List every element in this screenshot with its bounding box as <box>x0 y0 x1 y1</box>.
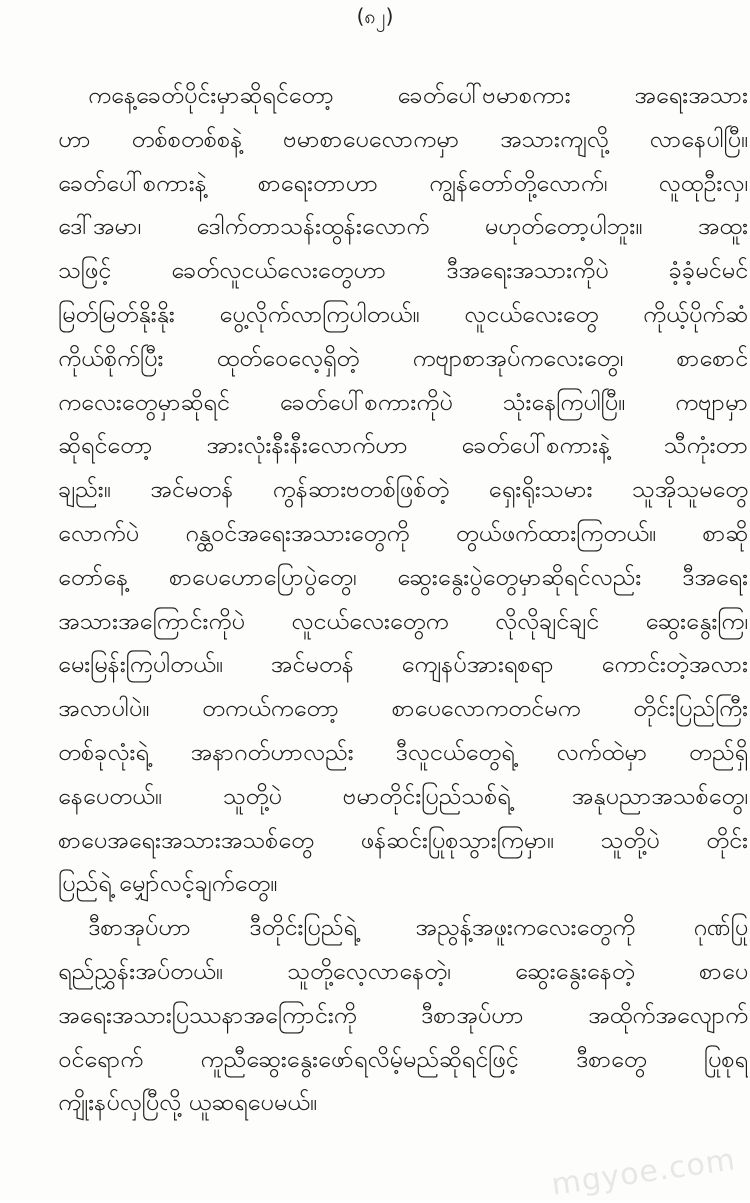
text-line: ဆိုရင်တော့ အားလုံးနီးနီးလောက်ဟာ ခေတ်ပေါ်စကားနဲ့ သီကုံးတာ <box>58 431 748 460</box>
page-number: (၈၂) <box>356 4 394 28</box>
text-line: ရည်ညွှန်းအပ်တယ်။ သူတို့လေ့လာနေတဲ့၊ ဆွေးနွေးနေတဲ့ စာပေ <box>58 956 748 985</box>
paragraph-2 <box>58 906 748 1125</box>
text-line: မေးမြန်းကြပါတယ်။ အင်မတန် ကျေနပ်အားရစရာ ကောင်းတဲ့အလား <box>58 650 748 679</box>
text-line: လောက်ပဲ ဂန္ထဝင်အရေးအသားတွေကို တွယ်ဖက်ထားကြတယ်။ စာဆို <box>58 518 748 547</box>
paragraph-1 <box>58 74 748 906</box>
text-line: သဖြင့် ခေတ်လူငယ်လေးတွေဟာ ဒီအရေးအသားကိုပဲ ခံ့ခံ့မင်မင် <box>58 256 748 285</box>
text-line: ကနေ့ခေတ်ပိုင်းမှာဆိုရင်တော့ ခေတ်ပေါ်ဗမာစကား အရေးအသား <box>88 81 748 109</box>
text-line: တော်နေ့ စာပေဟောပြောပွဲတွေ၊ ဆွေးနွေးပွဲတွေမှာဆိုရင်လည်း ဒီအရေး <box>58 562 748 591</box>
text-line: စာပေအရေးအသားအသစ်တွေ ဖန်ဆင်းပြုစုသွားကြမှာ။ သူတို့ပဲ တိုင်း <box>58 825 748 854</box>
text-line: တစ်ခုလုံးရဲ့ အနာဂတ်ဟာလည်း ဒီလူငယ်တွေရဲ့ လက်ထဲမှာ တည်ရှိ <box>58 737 748 766</box>
text-line: ချည်း။ အင်မတန် ကွန်ဆားဗတစ်ဖြစ်တဲ့ ရှေးရိုးသမား သူအိုသူမတွေ <box>58 475 748 504</box>
body-text <box>58 74 748 1125</box>
text-line: ဟာ တစ်စတစ်စနဲ့ ဗမာစာပေလောကမှာ အသားကျလို့ လာနေပါပြီ။ <box>58 124 748 153</box>
text-line: ကျိုးနပ်လှပြီလို့ ယူဆရပေမယ်။ <box>58 1088 318 1117</box>
site-watermark: mgyoe.com <box>548 1142 738 1203</box>
text-line: မြတ်မြတ်နိုးနိုး ပွေ့လိုက်လာကြပါတယ်။ လူငယ်လေးတွေ ကိုယ့်ပိုက်ဆံ <box>58 299 748 328</box>
text-line: ဝင်ရောက် ကူညီဆွေးနွေးဖော်ရလိမ့်မည်ဆိုရင်ဖြင့် ဒီစာတွေ ပြုစုရ <box>58 1044 748 1073</box>
text-line: အလာပါပဲ။ တကယ်ကတော့ စာပေလောကတင်မက တိုင်းပြည်ကြီး <box>58 694 748 723</box>
text-line: ဒီစာအုပ်ဟာ ဒီတိုင်းပြည်ရဲ့ အညွန့်အဖူးကလေးတွေကို ဂုဏ်ပြု <box>88 913 748 942</box>
text-line: အသားအကြောင်းကိုပဲ လူငယ်လေးတွေက လိုလိုချင်ချင် ဆွေးနွေးကြ၊ <box>58 606 748 635</box>
text-line: ခေတ်ပေါ်စကားနဲ့ စာရေးတာဟာ ကျွန်တော်တို့လောက်၊ လူထုဦးလှ၊ <box>58 168 748 197</box>
text-line: ဒေါ်အမာ၊ ဒေါက်တာသန်းထွန်းလောက် မဟုတ်တော့ပါဘူး။ အထူး <box>58 212 748 241</box>
text-line: နေပေတယ်။ သူတို့ပဲ ဗမာတိုင်းပြည်သစ်ရဲ့ အနုပညာအသစ်တွေ၊ <box>58 781 748 810</box>
text-line: ကလေးတွေမှာဆိုရင် ခေတ်ပေါ်စကားကိုပဲ သုံးနေကြပါပြီ။ ကဗျာမှာ <box>58 387 748 416</box>
text-line: ပြည်ရဲ့ မျှော်လင့်ချက်တွေ။ <box>58 869 278 898</box>
text-line: ကိုယ်စိုက်ပြီး ထုတ်ဝေလေ့ရှိတဲ့ ကဗျာစာအုပ်ကလေးတွေ၊ စာစောင် <box>58 343 748 372</box>
text-line: အရေးအသားပြဿနာအကြောင်းကို ဒီစာအုပ်ဟာ အထိုက်အလျောက် <box>58 1000 748 1029</box>
